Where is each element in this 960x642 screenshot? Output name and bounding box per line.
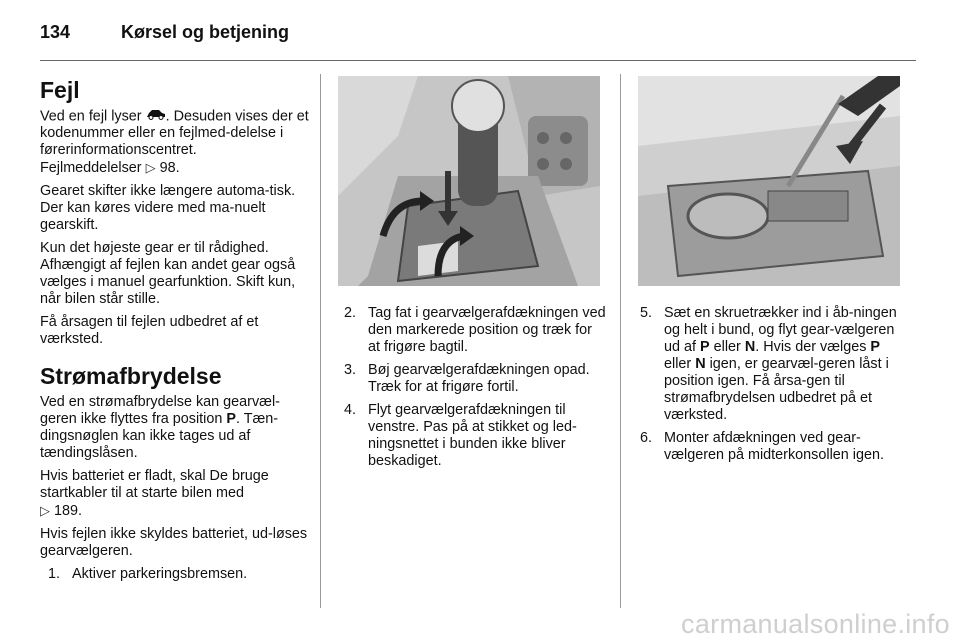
paragraph-power-failure: Ved en strømafbrydelse kan gearvæl-geren ikke flyttes fra position P. Tæn-dingsnøglen kan ikke tages ud af tændingslåsen. (40, 394, 280, 462)
triangle-reference-icon: ▷ (145, 160, 156, 176)
heading-power-failure: Strømafbrydelse (40, 363, 222, 390)
steps-list-2 (344, 305, 606, 470)
page-header (40, 22, 289, 43)
page-ref-189[interactable]: 189. (54, 503, 83, 520)
column-divider-1 (320, 74, 321, 608)
list-item: 5. Sæt en skruetrækker ind i åb-ningen og helt i bund, og flyt gear-vælgeren ud af P eller N. Hvis der vælges P eller N igen, er gearvæl-geren låst i position igen. Få årsa-gen til strømafbrydelsen udbedret på et værksted. (640, 305, 897, 423)
section-title: Kørsel og betjening (121, 22, 290, 42)
page-ref-98[interactable]: 98. (159, 160, 180, 177)
column-middle (344, 305, 606, 476)
figure-screwdriver (638, 76, 900, 286)
figure-gear-selector (338, 76, 600, 286)
paragraph-release-selector: Hvis fejlen ikke skyldes batteriet, ud-løses gearvælgeren. (40, 526, 308, 560)
paragraph-gear-shift: Gearet skifter ikke længere automa-tisk. Der kan køres videre med ma-nuelt gearskift. (40, 183, 296, 234)
paragraph-highest-gear: Kun det højeste gear er til rådighed. Afhængigt af fejlen kan andet gear også vælges i manuel gearfunktion. Skift kun, når bilen står stille. (40, 240, 296, 308)
list-item: 4. Flyt gearvælgerafdækningen til venstre. Pas på at stikket og led-ningsnettet i bunden ikke bliver beskadiget. (344, 402, 577, 469)
list-item: 3. Bøj gearvælgerafdækningen opad. Træk for at frigøre fortil. (344, 362, 590, 395)
header-rule (40, 60, 916, 61)
list-item: 2. Tag fat i gearvælgerafdækningen ved den markerede position og træk for at frigøre bagtil. (344, 305, 606, 355)
steps-list-1 (40, 566, 312, 583)
list-item: 1. Aktiver parkeringsbremsen. (48, 566, 248, 583)
paragraph-fault-light: Ved en fejl lyser . Desuden vises der et kodenummer eller en fejlmed-delelse i førerinformationscentret. Fejlmeddelelser ▷ 98. (40, 108, 309, 177)
paragraph-battery: Hvis batteriet er fladt, skal De bruge startkabler til at starte bilen med ▷ 189. (40, 468, 269, 520)
page-number: 134 (40, 22, 71, 42)
watermark: carmanualsonline.info (681, 609, 950, 639)
car-fault-icon (146, 108, 166, 125)
column-left (40, 78, 312, 589)
paragraph-workshop: Få årsagen til fejlen udbedret af et værksted. (40, 314, 259, 348)
column-right (640, 305, 904, 470)
list-item: 6. Monter afdækningen ved gear-vælgeren på midterkonsollen igen. (640, 430, 884, 463)
triangle-reference-icon: ▷ (40, 503, 50, 519)
steps-list-3 (640, 305, 904, 464)
heading-fejl: Fejl (40, 77, 80, 103)
column-divider-2 (620, 74, 621, 608)
